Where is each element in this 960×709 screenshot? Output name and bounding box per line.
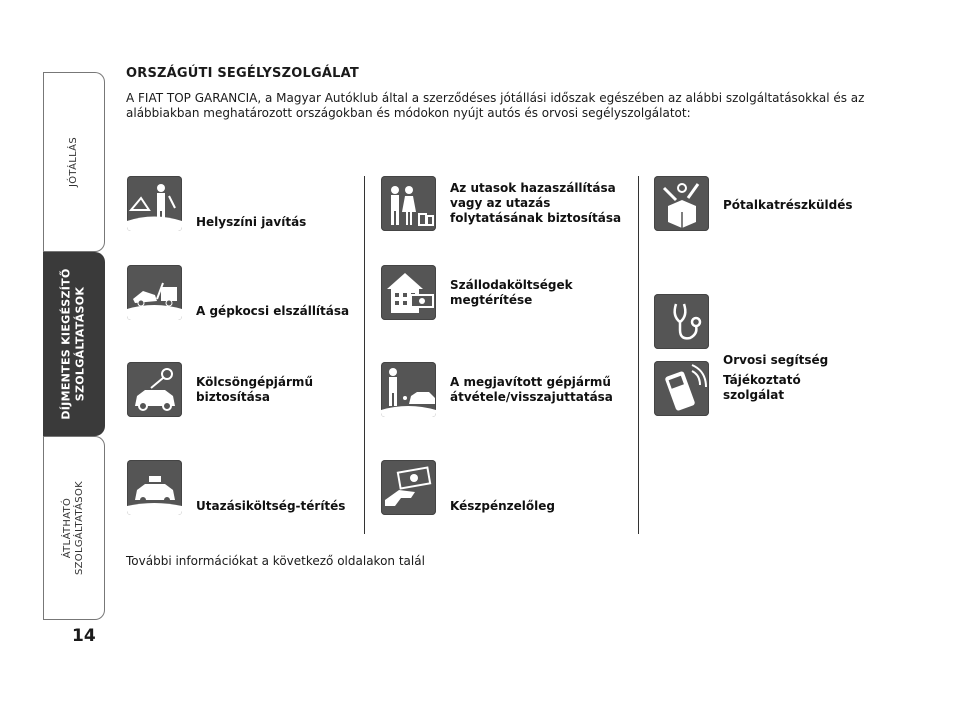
- service-item: [381, 176, 621, 231]
- hotel-icon: [381, 265, 436, 320]
- stethoscope-icon: [654, 294, 709, 349]
- tow-truck-icon: [127, 265, 182, 320]
- passengers-icon: [381, 176, 436, 231]
- service-item: [654, 176, 853, 231]
- column-divider: [364, 176, 365, 534]
- section-title: ORSZÁGÚTI SEGÉLYSZOLGÁLAT: [126, 66, 359, 81]
- car-pickup-icon: [381, 362, 436, 417]
- service-label: Helyszíni javítás: [196, 215, 307, 229]
- service-item: [381, 265, 573, 320]
- taxi-icon: [127, 460, 182, 515]
- service-label: Szállodaköltségek megtérítése: [450, 277, 573, 307]
- tab-jotallas[interactable]: [43, 72, 105, 252]
- service-item: [127, 265, 349, 320]
- service-label: Orvosi segítség: [723, 353, 829, 367]
- car-key-icon: [127, 362, 182, 417]
- tab-label: DÍJMENTES KIEGÉSZÍTŐ SZOLGÁLTATÁSOK: [59, 268, 87, 420]
- service-label: Pótalkatrészküldés: [723, 198, 853, 212]
- service-label: Utazásiköltség-térítés: [196, 499, 346, 513]
- column-divider: [638, 176, 639, 534]
- service-item: [127, 362, 313, 417]
- tab-dijmentes-szolgaltatasok[interactable]: [43, 252, 105, 436]
- service-item: [381, 362, 613, 417]
- service-item: [654, 361, 801, 416]
- spare-parts-box-icon: [654, 176, 709, 231]
- tab-atlathato-szolgaltatasok[interactable]: [43, 436, 105, 620]
- service-item: [654, 275, 828, 368]
- service-label: Kölcsöngépjármű biztosítása: [196, 374, 313, 404]
- mobile-phone-icon: [654, 361, 709, 416]
- page-number: 14: [72, 626, 96, 646]
- service-item: [381, 460, 555, 515]
- service-item: [127, 176, 306, 231]
- service-label: Készpénzelőleg: [450, 499, 555, 513]
- service-label: Tájékoztató szolgálat: [723, 372, 801, 402]
- service-label: A gépkocsi elszállítása: [196, 304, 350, 318]
- tab-label: JÓTÁLLÁS: [67, 137, 79, 187]
- service-item: [127, 460, 345, 515]
- service-label: A megjavított gépjármű átvétele/visszajuttatása: [450, 374, 613, 404]
- cash-advance-icon: [381, 460, 436, 515]
- footer-note: További információkat a következő oldalakon talál: [126, 554, 425, 568]
- intro-paragraph: A FIAT TOP GARANCIA, a Magyar Autóklub által a szerződéses jótállási időszak egészében az alábbi szolgáltatásokkal és az alábbiakban meghatározott országokban és módokon nyújt autós és orvosi segélyszolgálatot:: [126, 91, 865, 120]
- mechanic-repair-icon: [127, 176, 182, 231]
- tab-label: ÁTLÁTHATÓ SZOLGÁLTATÁSOK: [61, 481, 85, 575]
- service-label: Az utasok hazaszállítása vagy az utazás folytatásának biztosítása: [450, 181, 622, 225]
